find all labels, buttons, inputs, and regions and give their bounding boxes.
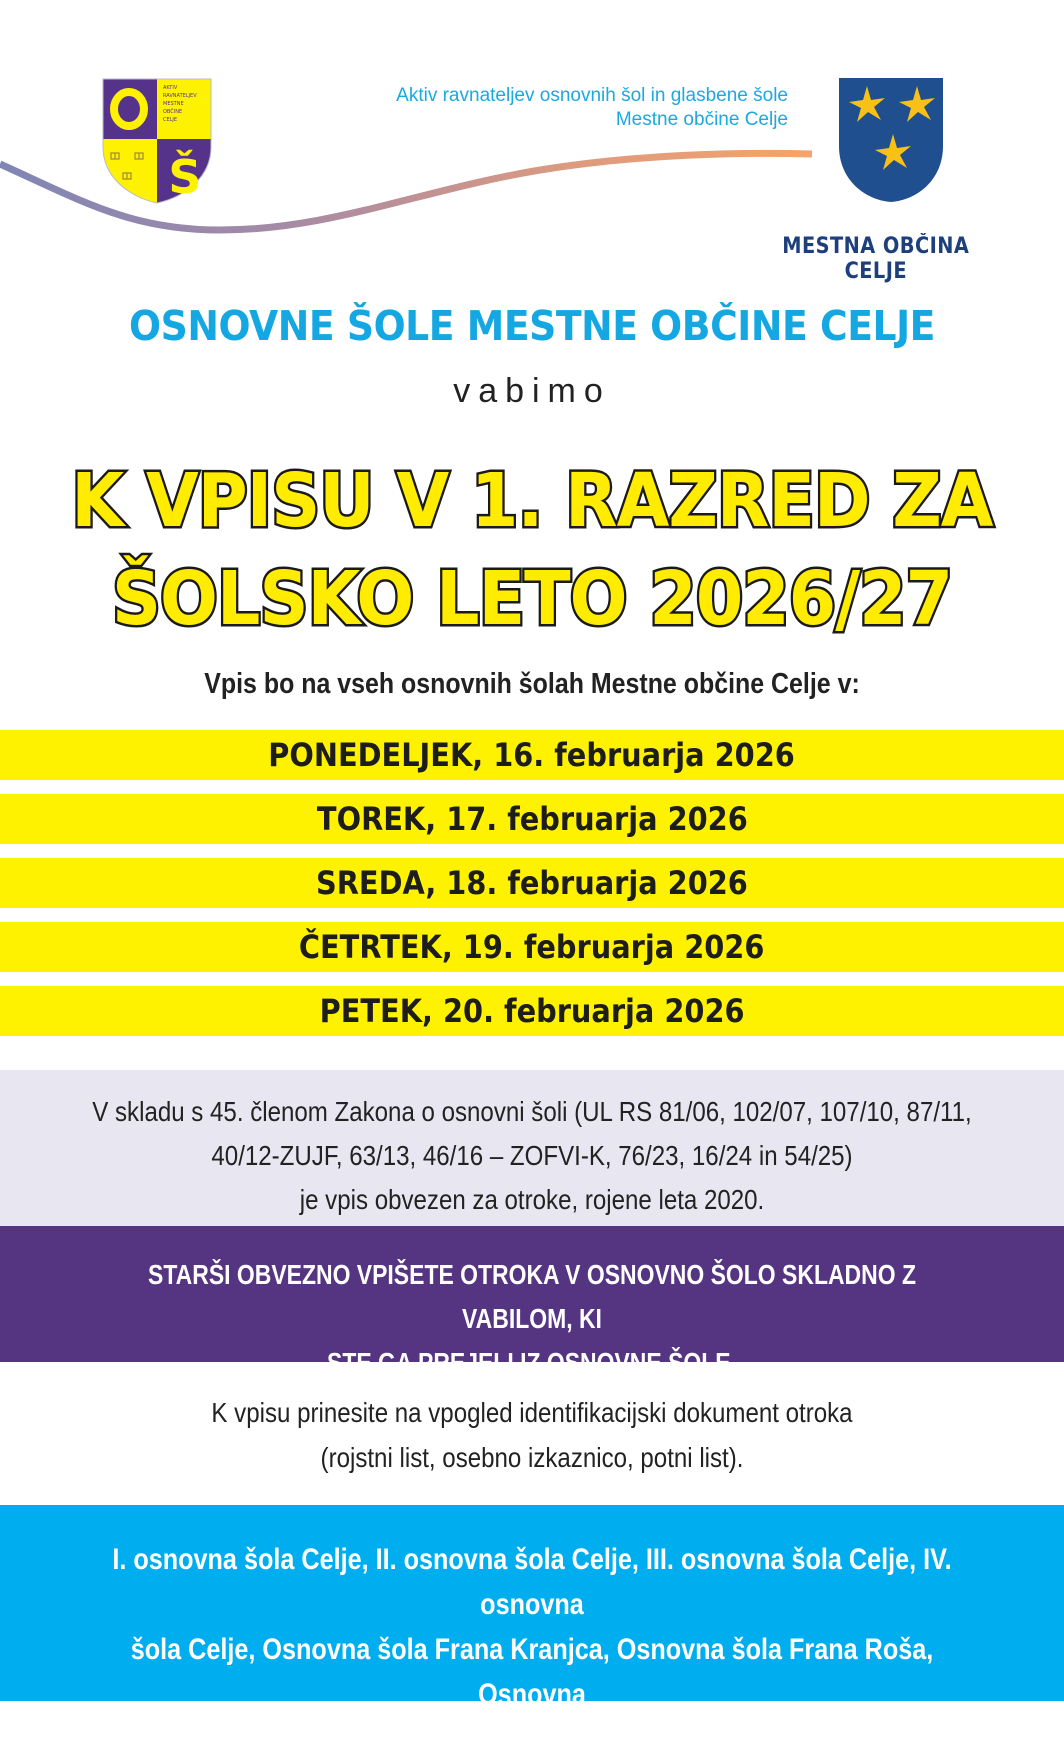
date-label: TOREK, 17. februarja 2026 [316,800,748,838]
law-line2: 40/12-ZUJF, 63/13, 46/16 – ZOFVI-K, 76/23, 16/24 in 54/25) [211,1140,853,1171]
date-label: ČETRTEK, 19. februarja 2026 [299,928,765,966]
enrollment-dates [0,730,1064,1050]
law-reference-box [0,1070,1064,1226]
aktiv-organization-text [396,84,788,132]
date-label: SREDA, 18. februarja 2026 [316,864,748,902]
headline-line2: ŠOLSKO LETO 2026/27 [111,556,953,642]
municipality-name: MESTNA OBČINA CELJE [782,234,970,284]
star-crest-icon [837,76,945,204]
schools-line3: šola Hudinja, Osnovna šola Lava, Osnovna šola Ljubečna [186,1723,878,1756]
parents-notice-box [0,1226,1064,1378]
schools-list-box [0,1505,1064,1756]
law-line3: je vpis obvezen za otroke, rojene leta 2020. [299,1184,765,1215]
date-row [0,858,1064,908]
invite-text: vabimo [453,372,611,410]
svg-text:RAVNATELJEV: RAVNATELJEV [163,93,197,99]
schools-title: OSNOVNE ŠOLE MESTNE OBČINE CELJE [129,302,935,350]
headline-line1: K VPISU V 1. RAZRED ZA [71,458,993,544]
schools-line1: I. osnovna šola Celje, II. osnovna šola Celje, III. osnovna šola Celje, IV. osnovna [112,1543,952,1621]
aktiv-text-line2: Mestne občine Celje [615,109,788,130]
date-row [0,922,1064,972]
date-label: PETEK, 20. februarja 2026 [319,992,745,1030]
aktiv-text-line1: Aktiv ravnateljev osnovnih šol in glasbene šole [396,85,788,106]
law-line1: V skladu s 45. členom Zakona o osnovni šoli (UL RS 81/06, 102/07, 107/10, 87/11, [92,1096,972,1127]
date-row [0,730,1064,780]
date-label: PONEDELJEK, 16. februarja 2026 [268,736,796,774]
aktiv-ravnateljev-logo [101,77,213,205]
documents-note [74,1390,989,1480]
svg-text:MESTNE: MESTNE [163,101,184,107]
enrollment-intro: Vpis bo na vseh osnovnih šolah Mestne občine Celje v: [204,668,860,700]
documents-line2: (rojstni list, osebno izkaznico, potni list). [320,1442,744,1473]
svg-text:OBČINE: OBČINE [163,109,183,115]
documents-line1: K vpisu prinesite na vpogled identifikacijski dokument otroka [211,1397,853,1428]
letter-s-icon: Š [168,150,202,204]
notice-line1: STARŠI OBVEZNO VPIŠETE OTROKA V OSNOVNO ŠOLO SKLADNO Z VABILOM, KI [148,1259,916,1334]
date-row [0,986,1064,1036]
svg-text:AKTIV: AKTIV [163,85,178,91]
date-row [0,794,1064,844]
schools-line2: šola Celje, Osnovna šola Frana Kranjca, Osnovna šola Frana Roša, Osnovna [130,1633,934,1711]
notice-line2: STE GA PREJELI IZ OSNOVNE ŠOLE. [327,1347,737,1378]
svg-text:CELJE: CELJE [163,117,178,123]
